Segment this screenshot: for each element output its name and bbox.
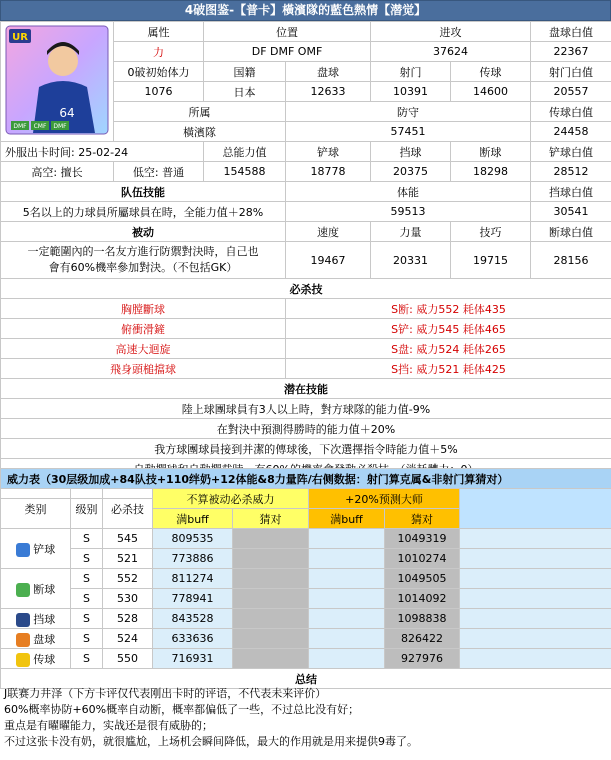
- power-category-block: [1, 609, 71, 629]
- label-intercept-white: 断球白值: [531, 222, 611, 242]
- latent-skill: 在對決中預測得勝時的能力值＋20%: [1, 419, 611, 439]
- special-name: 高速大迴旋: [1, 339, 286, 359]
- power-predict: 1010274: [385, 549, 460, 569]
- value-total: 154588: [204, 162, 286, 182]
- value-intercept: 18298: [451, 162, 531, 182]
- power-full-buff: 773886: [153, 549, 233, 569]
- special-info: S铲: 威力545 耗体465: [286, 319, 611, 339]
- value-team: 橫濱隊: [114, 122, 286, 142]
- power-level: S: [71, 549, 103, 569]
- value-attack: 37624: [371, 42, 531, 62]
- intercept-icon: [16, 583, 30, 597]
- special-name: 胸膛斷球: [1, 299, 286, 319]
- power-level: S: [71, 629, 103, 649]
- power-predict: 1098838: [385, 609, 460, 629]
- label-team: 所属: [114, 102, 286, 122]
- power-full-buff-2: [309, 569, 385, 589]
- power-skill: 524: [103, 629, 153, 649]
- power-skill: 528: [103, 609, 153, 629]
- label-tackle-white: 铲球白值: [531, 142, 611, 162]
- power-guess: [233, 569, 309, 589]
- svg-text:DMF: DMF: [13, 123, 27, 130]
- power-full-buff-2: [309, 629, 385, 649]
- summary-line: 60%概率协防+60%概率自动断，概率都偏低了一些，不过总比没有好；: [4, 703, 360, 716]
- passive-header: 被动: [1, 222, 286, 242]
- power-header-full-buff-2: 满buff: [309, 509, 385, 529]
- power-guess: [233, 589, 309, 609]
- latent-skill: 陸上球團球員有3人以上時，對方球隊的能力值-9%: [1, 399, 611, 419]
- power-header-guess: 猜对: [233, 509, 309, 529]
- team-skill-header: 队伍技能: [1, 182, 286, 202]
- power-blank: [460, 589, 611, 609]
- svg-text:CMF: CMF: [33, 123, 47, 130]
- power-blank: [460, 569, 611, 589]
- label-defense: 防守: [286, 102, 531, 122]
- special-name: 飛身頭槌擋球: [1, 359, 286, 379]
- power-table: [0, 468, 611, 689]
- label-power: 力量: [371, 222, 451, 242]
- latent-header: 潜在技能: [1, 379, 611, 399]
- passive-text-line2: 會有60%機率參加對決。（不包括GK）: [48, 261, 238, 274]
- label-shoot: 射门: [371, 62, 451, 82]
- block-icon: [16, 613, 30, 627]
- power-full-buff: 633636: [153, 629, 233, 649]
- power-full-buff-2: [309, 589, 385, 609]
- power-full-buff: 843528: [153, 609, 233, 629]
- value-dribble-white: 22367: [531, 42, 611, 62]
- special-info: S断: 威力552 耗体435: [286, 299, 611, 319]
- power-level: S: [71, 589, 103, 609]
- special-info: S挡: 威力521 耗体425: [286, 359, 611, 379]
- summary-header: 总结: [1, 669, 611, 689]
- aerial-high: 高空: 擅长: [1, 162, 114, 182]
- power-guess: [233, 649, 309, 669]
- passive-text-line1: 一定範圍內的一名友方進行防禦對決時，自己也: [27, 245, 259, 258]
- power-full-buff: 811274: [153, 569, 233, 589]
- summary-line: 重点是有曜曜能力，实战还是很有威胁的；: [4, 719, 213, 732]
- aerial-low: 低空: 普通: [114, 162, 204, 182]
- power-header-no-passive: 不算被动必杀威力: [153, 489, 309, 509]
- value-tackle-white: 28512: [531, 162, 611, 182]
- power-predict: 1049505: [385, 569, 460, 589]
- svg-text:64: 64: [59, 106, 75, 120]
- power-predict: 1049319: [385, 529, 460, 549]
- svg-text:DMF: DMF: [53, 123, 67, 130]
- power-header-type: 类别: [1, 489, 71, 529]
- power-level: S: [71, 529, 103, 549]
- value-tackle: 18778: [286, 162, 371, 182]
- tackle-icon: [16, 543, 30, 557]
- power-guess: [233, 609, 309, 629]
- power-skill: 552: [103, 569, 153, 589]
- value-shoot: 10391: [371, 82, 451, 102]
- value-dribble: 12633: [286, 82, 371, 102]
- power-full-buff: 716931: [153, 649, 233, 669]
- power-blank: [460, 629, 611, 649]
- power-full-buff: 778941: [153, 589, 233, 609]
- power-guess: [233, 629, 309, 649]
- power-full-buff: 809535: [153, 529, 233, 549]
- value-speed: 19467: [286, 242, 371, 279]
- power-blank: [460, 609, 611, 629]
- stats-table: [0, 21, 611, 499]
- label-pass: 传球: [451, 62, 531, 82]
- power-predict: 1014092: [385, 589, 460, 609]
- dribble-icon: [16, 633, 30, 647]
- value-position: DF DMF OMF: [204, 42, 371, 62]
- label-shoot-white: 射门白值: [531, 62, 611, 82]
- label-block-white: 挡球白值: [531, 182, 611, 202]
- category-label: 铲球: [33, 542, 56, 556]
- label-intercept: 断球: [451, 142, 531, 162]
- power-category-tackle: [1, 529, 71, 569]
- value-defense: 57451: [286, 122, 531, 142]
- label-attribute: 属性: [114, 22, 204, 42]
- power-predict: 927976: [385, 649, 460, 669]
- label-attack: 进攻: [371, 22, 531, 42]
- player-card-art: [5, 25, 109, 135]
- value-nationality: 日本: [204, 82, 286, 102]
- category-label: 断球: [33, 582, 56, 596]
- label-total: 总能力值: [204, 142, 286, 162]
- team-skill-text: 5名以上的力球員所屬球員在時，全能力值＋28%: [1, 202, 286, 222]
- value-attribute: 力: [114, 42, 204, 62]
- power-skill: 550: [103, 649, 153, 669]
- category-label: 盘球: [33, 632, 56, 646]
- label-block: 挡球: [371, 142, 451, 162]
- card-image: [1, 22, 114, 142]
- power-full-buff-2: [309, 549, 385, 569]
- label-stamina: 体能: [286, 182, 531, 202]
- summary-line: J联赛力井泽（下方卡评仅代表刚出卡时的评语，不代表未来评价）: [4, 687, 327, 700]
- release-date: 外服出卡时间: 25-02-24: [1, 142, 204, 162]
- power-full-buff-2: [309, 529, 385, 549]
- power-header-level: 级别: [71, 489, 103, 529]
- power-level: S: [71, 609, 103, 629]
- page-title: 4破图鉴-【普卡】橫濱隊的藍色熱情【潜觉】: [0, 0, 611, 21]
- power-skill: 521: [103, 549, 153, 569]
- value-block-white: 30541: [531, 202, 611, 222]
- svg-text:UR: UR: [12, 32, 28, 43]
- label-initial-stamina: 0破初始体力: [114, 62, 204, 82]
- power-blank: [460, 549, 611, 569]
- passive-text: [1, 242, 286, 279]
- category-label: 挡球: [33, 612, 56, 626]
- power-category-dribble: [1, 629, 71, 649]
- power-full-buff-2: [309, 649, 385, 669]
- summary-line: 不过这张卡没有奶，就很尴尬，上场机会瞬间降低，最大的作用就是用来提供9毒了。: [4, 735, 418, 748]
- power-skill: 530: [103, 589, 153, 609]
- label-position: 位置: [204, 22, 371, 42]
- power-category-pass: [1, 649, 71, 669]
- value-pass: 14600: [451, 82, 531, 102]
- power-guess: [233, 529, 309, 549]
- power-category-intercept: [1, 569, 71, 609]
- value-shoot-white: 20557: [531, 82, 611, 102]
- power-header-blank: [460, 489, 611, 529]
- pass-icon: [16, 653, 30, 667]
- value-stamina: 59513: [286, 202, 531, 222]
- power-header-full-buff: 满buff: [153, 509, 233, 529]
- label-dribble-white: 盘球白值: [531, 22, 611, 42]
- power-blank: [460, 529, 611, 549]
- value-pass-white: 24458: [531, 122, 611, 142]
- value-technique: 19715: [451, 242, 531, 279]
- power-header-predict: +20%预测大师: [309, 489, 460, 509]
- power-full-buff-2: [309, 609, 385, 629]
- label-nationality: 国籍: [204, 62, 286, 82]
- latent-skill: 我方球團球員接到并潔的傳球後，下次選擇指令時能力值＋5%: [1, 439, 611, 459]
- label-dribble: 盘球: [286, 62, 371, 82]
- value-block: 20375: [371, 162, 451, 182]
- category-label: 传球: [33, 652, 56, 666]
- special-header: 必杀技: [1, 279, 611, 299]
- label-tackle: 铲球: [286, 142, 371, 162]
- power-blank: [460, 649, 611, 669]
- special-name: 俯衝滑鏟: [1, 319, 286, 339]
- label-technique: 技巧: [451, 222, 531, 242]
- power-level: S: [71, 569, 103, 589]
- power-predict: 826422: [385, 629, 460, 649]
- value-initial-stamina: 1076: [114, 82, 204, 102]
- power-header-guess-2: 猜对: [385, 509, 460, 529]
- value-intercept-white: 28156: [531, 242, 611, 279]
- special-info: S盘: 威力524 耗体265: [286, 339, 611, 359]
- label-pass-white: 传球白值: [531, 102, 611, 122]
- summary: [0, 686, 611, 750]
- power-guess: [233, 549, 309, 569]
- power-skill: 545: [103, 529, 153, 549]
- power-table-title: 威力表（30层级加成+84队技+110绊奶+12体能&8力量阵/右侧数据：射门算克属&非射门算猜对）: [1, 469, 611, 489]
- value-power: 20331: [371, 242, 451, 279]
- label-speed: 速度: [286, 222, 371, 242]
- power-level: S: [71, 649, 103, 669]
- power-header-skill: 必杀技: [103, 489, 153, 529]
